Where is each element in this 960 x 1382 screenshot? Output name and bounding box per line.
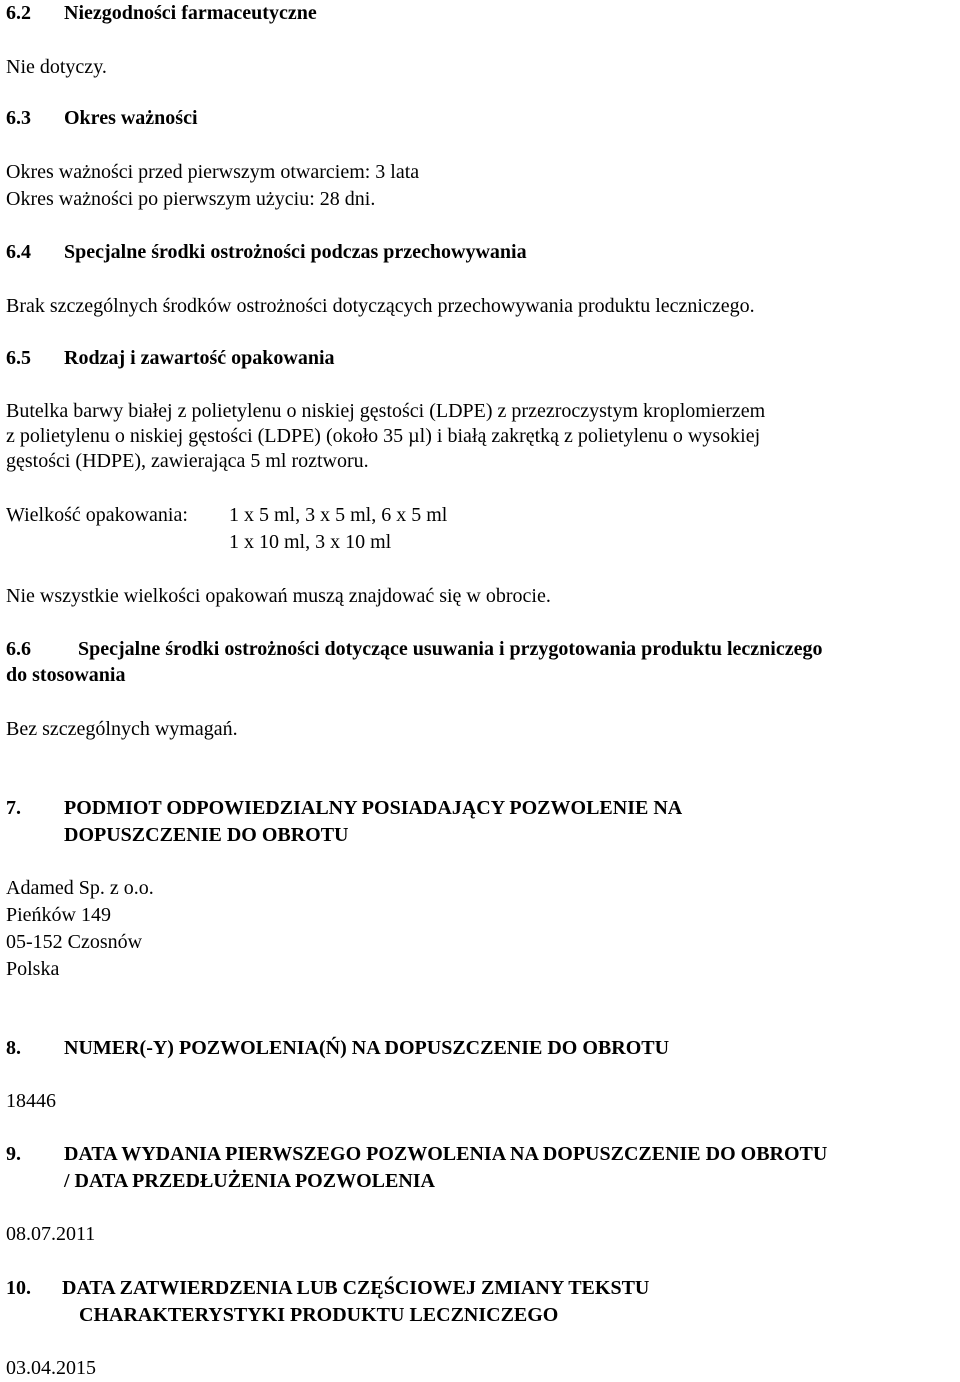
address-street: Pieńków 149 [6, 904, 111, 926]
first-authorization-date: 08.07.2011 [6, 1223, 96, 1245]
section-title: Niezgodności farmaceutyczne [64, 2, 317, 24]
section-title: DATA ZATWIERDZENIA LUB CZĘŚCIOWEJ ZMIANY TEKSTU [62, 1277, 650, 1299]
shelf-life-unopened: Okres ważności przed pierwszym otwarciem: 3 lata [6, 161, 420, 183]
packaging-line-1: Butelka barwy białej z polietylenu o niskiej gęstości (LDPE) z przezroczystym kroplomierzem [6, 400, 766, 422]
section-title: PODMIOT ODPOWIEDZIALNY POSIADAJĄCY POZWOLENIE NA [64, 797, 683, 819]
authorization-number: 18446 [6, 1090, 56, 1112]
pack-size-row [6, 502, 956, 529]
section-title-continued: do stosowania [6, 664, 126, 686]
pack-size-value-2: 1 x 10 ml, 3 x 10 ml [229, 531, 392, 553]
pack-size-value-1: 1 x 5 ml, 3 x 5 ml, 6 x 5 ml [229, 504, 448, 526]
packaging-line-3: gęstości (HDPE), zawierająca 5 ml roztworu. [6, 450, 369, 472]
packaging-line-2: z polietylenu o niskiej gęstości (LDPE) (około 35 µl) i białą zakrętką z polietylenu o wysokiej [6, 425, 761, 447]
heading-6-2 [6, 0, 956, 27]
section-title-continued: / DATA PRZEDŁUŻENIA POZWOLENIA [64, 1170, 435, 1192]
pack-size-label: Wielkość opakowania: [6, 504, 188, 526]
section-title: Specjalne środki ostrożności podczas przechowywania [64, 241, 527, 263]
heading-8 [6, 1035, 956, 1062]
paragraph-6-2: Nie dotyczy. [6, 56, 107, 78]
section-number: 6.4 [6, 241, 31, 263]
section-number: 6.5 [6, 347, 31, 369]
text-approval-date: 03.04.2015 [6, 1357, 96, 1379]
section-number: 6.6 [6, 638, 31, 660]
section-title: Okres ważności [64, 107, 198, 129]
section-number: 8. [6, 1037, 21, 1059]
packaging-note: Nie wszystkie wielkości opakowań muszą znajdować się w obrocie. [6, 585, 551, 607]
heading-9 [6, 1141, 956, 1168]
heading-6-4 [6, 239, 956, 266]
address-city: 05-152 Czosnów [6, 931, 143, 953]
paragraph-6-4: Brak szczególnych środków ostrożności dotyczących przechowywania produktu leczniczego. [6, 295, 755, 317]
section-title: DATA WYDANIA PIERWSZEGO POZWOLENIA NA DOPUSZCZENIE DO OBROTU [64, 1143, 828, 1165]
heading-7 [6, 795, 956, 822]
address-company: Adamed Sp. z o.o. [6, 877, 154, 899]
section-number: 6.3 [6, 107, 31, 129]
heading-6-6 [6, 636, 956, 663]
section-title-continued: CHARAKTERYSTYKI PRODUKTU LECZNICZEGO [79, 1304, 559, 1326]
section-title: Specjalne środki ostrożności dotyczące usuwania i przygotowania produktu leczniczego [78, 638, 823, 660]
section-title: Rodzaj i zawartość opakowania [64, 347, 335, 369]
heading-6-5 [6, 345, 956, 372]
heading-10 [6, 1275, 956, 1302]
section-number: 7. [6, 797, 21, 819]
section-number: 10. [6, 1277, 31, 1299]
paragraph-6-6: Bez szczególnych wymagań. [6, 718, 238, 740]
shelf-life-opened: Okres ważności po pierwszym użyciu: 28 dni. [6, 188, 376, 210]
section-title: NUMER(-Y) POZWOLENIA(Ń) NA DOPUSZCZENIE DO OBROTU [64, 1037, 670, 1059]
address-country: Polska [6, 958, 60, 980]
section-number: 6.2 [6, 2, 31, 24]
heading-6-3 [6, 105, 956, 132]
section-number: 9. [6, 1143, 21, 1165]
section-title-continued: DOPUSZCZENIE DO OBROTU [64, 824, 349, 846]
